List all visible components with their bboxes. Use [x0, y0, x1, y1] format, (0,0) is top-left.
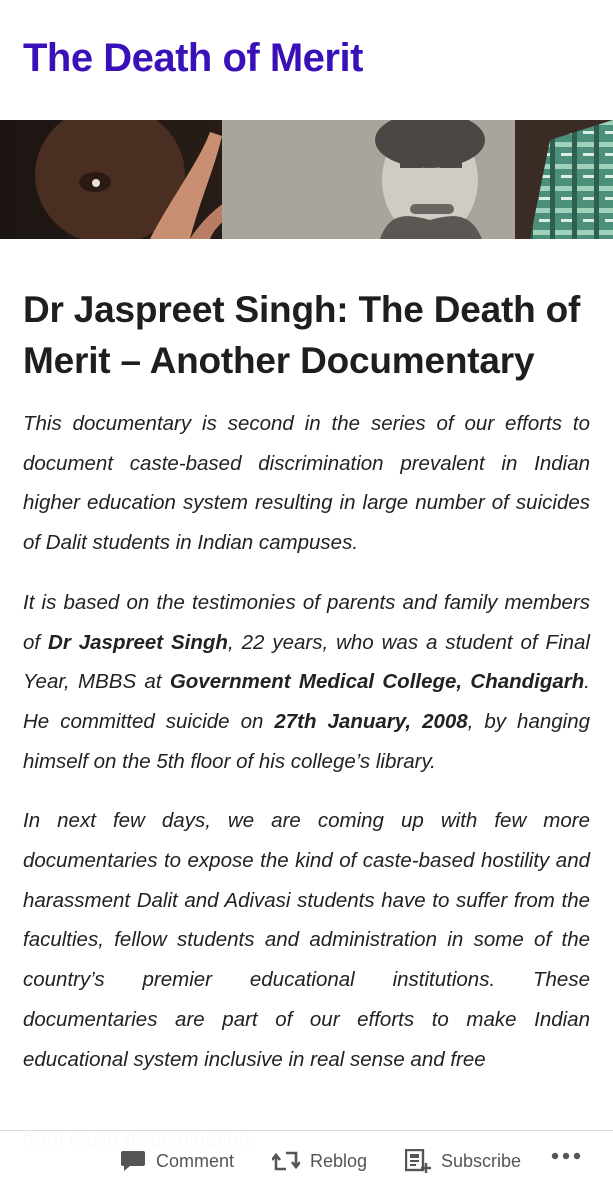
p2-college: Government Medical College, Chandigarh [169, 670, 585, 694]
p2-date: 27th January, 2008 [274, 709, 468, 733]
subscribe-label: Subscribe [441, 1150, 522, 1171]
p2-text-3: . He committed suicide on [23, 670, 590, 733]
site-header [0, 0, 613, 120]
reblog-label: Reblog [310, 1150, 368, 1171]
reblog-button[interactable] [272, 1149, 367, 1173]
site-title[interactable]: The Death of Merit [23, 36, 363, 80]
paragraph-intro: This documentary is second in the series of our efforts to document caste-based discrimination prevalent in Indian higher education system resulting in large number of suicides of Dalit students in Indian campuses. [23, 412, 590, 555]
action-bar [0, 1130, 613, 1199]
post [23, 284, 590, 1099]
more-button[interactable] [551, 1151, 591, 1161]
post-body [23, 404, 590, 1079]
p2-name: Dr Jaspreet Singh [48, 630, 228, 654]
paragraph-testimonies [23, 583, 590, 782]
reblog-icon [272, 1149, 300, 1173]
more-horizontal-icon [551, 1151, 581, 1161]
paragraph-upcoming: In next few days, we are coming up with few more documentaries to expose the kind of caste-based hostility and harassment Dalit and Adivasi students have to suffer from the faculties, fellow students and administration in some of the country’s premier educational institutions. These documentaries are part of our efforts to make Indian educational system inclusive in real sense and free [23, 809, 590, 1071]
header-image [0, 120, 613, 239]
post-title[interactable]: Dr Jaspreet Singh: The Death of Merit – Another Documentary [23, 289, 581, 381]
subscribe-icon [405, 1149, 431, 1173]
comment-button[interactable] [120, 1149, 234, 1173]
p2-text-2: , 22 years, who was a student of Final Year, MBBS at [23, 630, 590, 694]
comment-icon [120, 1149, 146, 1173]
subscribe-button[interactable] [405, 1149, 521, 1173]
p2-text-1: It is based on the testimonies of parents and family members of [23, 590, 590, 654]
p2-text-4: , by hanging himself on the 5th floor of his college’s library. [23, 709, 591, 773]
comment-label: Comment [156, 1150, 235, 1171]
